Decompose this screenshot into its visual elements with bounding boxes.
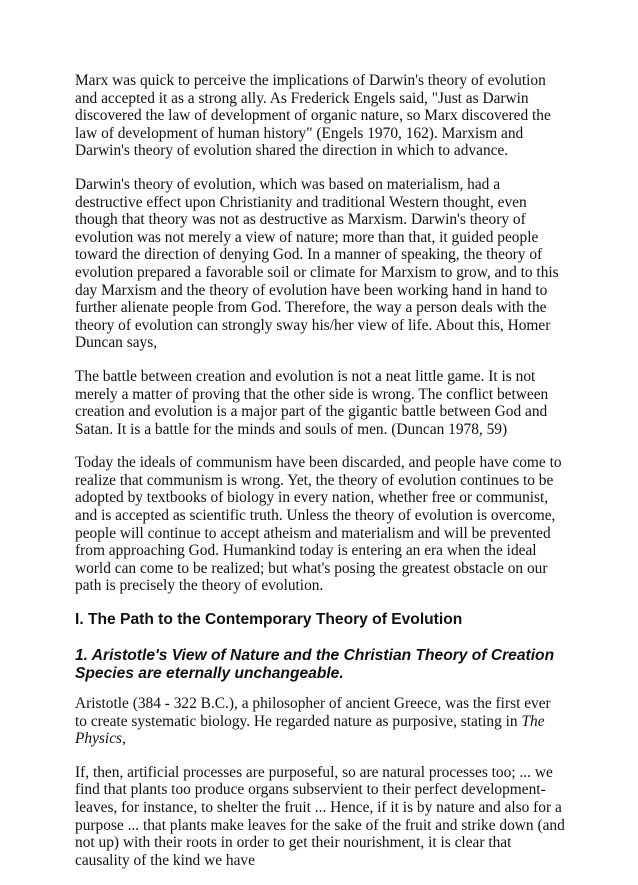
section-heading: I. The Path to the Contemporary Theory of Evolution: [75, 611, 463, 629]
paragraph-communism-discarded: Today the ideals of communism have been discarded, and people have come to realize that communism is wrong. Yet, the theory of evolution continues to be adopted by textbooks of biology in every nation, whether free or communist, and is accepted as scientific truth. Unless the theory of evolution is overcome, people will continue to accept atheism and materialism and will be prevented from approaching God. Humankind today is entering an era when the ideal world can come to be realized; but what's posing the greatest obstacle on our path is precisely the theory of evolution.: [75, 454, 562, 595]
document-page: [75, 72, 565, 885]
paragraph-marx-darwin: Marx was quick to perceive the implications of Darwin's theory of evolution and accepted it as a strong ally. As Frederick Engels said, "Just as Darwin discovered the law of development of organic nature, so Marx discovered the law of development of human history" (Engels 1970, 162). Marxism and Darwin's theory of evolution shared the direction in which to advance.: [75, 72, 551, 160]
paragraph-darwin-materialism: Darwin's theory of evolution, which was based on materialism, had a destructive effect upon Christianity and traditional Western thought, even though that theory was not as destructive as Marxism. Darwin's theory of evolution was not merely a view of nature; more than that, it guided people toward the direction of denying God. In a manner of speaking, the theory of evolution prepared a favorable soil or climate for Marxism to grow, and to this day Marxism and the theory of evolution have been working hand in hand to further alienate people from God. Therefore, the way a person deals with the theory of evolution can strongly sway his/her view of life. About this, Homer Duncan says,: [75, 175, 559, 352]
aristotle-text: Aristotle (384 - 322 B.C.), a philosopher of ancient Greece, was the first ever to create systematic biology. He regarded nature as purposive, stating in: [75, 695, 551, 730]
paragraph-duncan-quote: The battle between creation and evolution is not a neat little game. It is not merely a matter of proving that the other side is wrong. The conflict between creation and evolution is a major part of the gigantic battle between God and Satan. It is a battle for the minds and souls of men. (Duncan 1978, 59): [75, 367, 549, 438]
paragraph-aristotle: [75, 695, 565, 748]
paragraph-physics-quote: If, then, artificial processes are purposeful, so are natural processes too; ... we find that plants too produce organs subservient to their perfect development-leaves, for instance, to shelter the fruit ... Hence, if it is by nature and also for a purpose ... that plants make leaves for the sake of the fruit and strike down (and not up) with their roots in order to get their nourishment, it is clear that causality of the kind we have: [75, 763, 565, 869]
subsection-heading: 1. Aristotle's View of Nature and the Christian Theory of Creation Species are eternally unchangeable.: [75, 647, 555, 683]
book-title: The Physics,: [75, 712, 545, 748]
